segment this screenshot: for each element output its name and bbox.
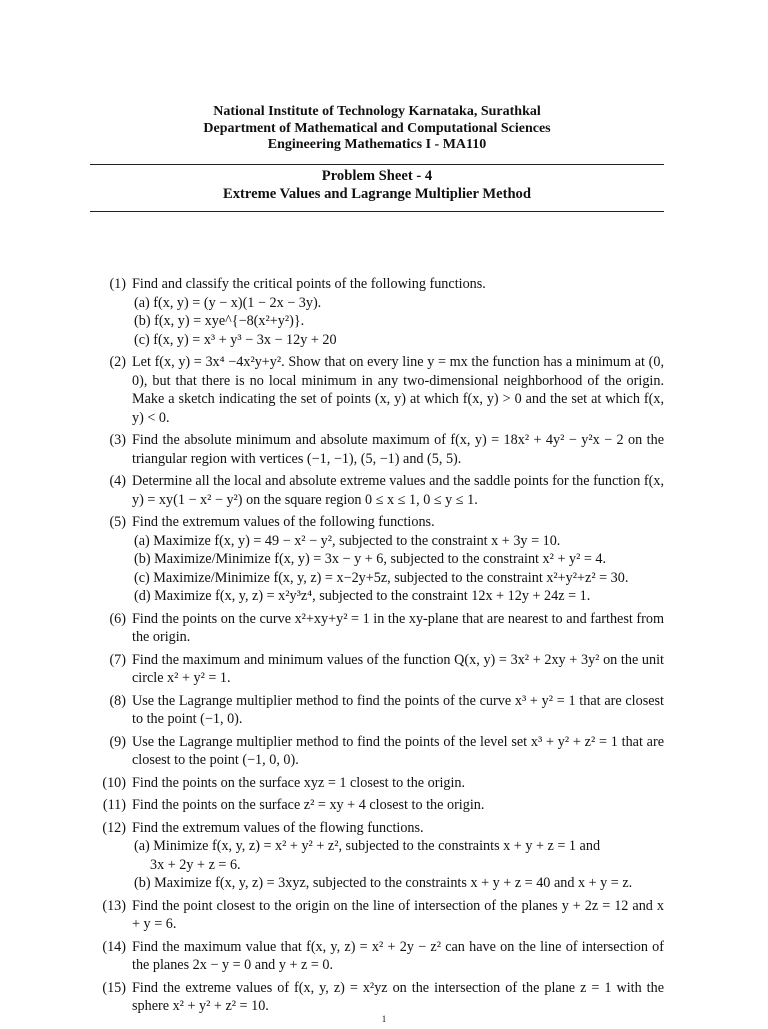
problem-text bbox=[132, 431, 664, 468]
problem-text bbox=[132, 819, 664, 893]
problem-number: (13) bbox=[102, 897, 126, 914]
problem-item bbox=[90, 897, 664, 934]
problem-item bbox=[90, 819, 664, 893]
problem-number: (11) bbox=[102, 797, 126, 813]
problem-statement: Find the points on the curve x²+xy+y² = 1 in the xy-plane that are nearest to and farthest from the origin. bbox=[132, 610, 664, 645]
course-name: Engineering Mathematics I - MA110 bbox=[267, 137, 487, 152]
problem-item bbox=[90, 472, 664, 509]
problem-part: (c) f(x, y) = x³ + y³ − 3x − 12y + 20 bbox=[134, 331, 337, 348]
problem-part: 3x + 2y + z = 6. bbox=[150, 856, 241, 873]
header bbox=[90, 104, 664, 154]
problem-part: (a) Minimize f(x, y, z) = x² + y² + z², subjected to the constraints x + y + z = 1 and bbox=[134, 838, 601, 854]
problem-statement: Find the point closest to the origin on the line of intersection of the planes y + 2z = 12 and x + y = 6. bbox=[132, 897, 664, 932]
problem-text bbox=[132, 513, 664, 606]
sheet-heading bbox=[90, 167, 664, 203]
problem-statement: Find the maximum value that f(x, y, z) = x² + 2y − z² can have on the line of intersection of the planes 2x − y = 0 and y + z = 0. bbox=[132, 938, 664, 973]
problem-statement: Find the points on the surface xyz = 1 closest to the origin. bbox=[132, 774, 466, 791]
problem-part: (a) f(x, y) = (y − x)(1 − 2x − 3y). bbox=[134, 294, 322, 311]
problem-item bbox=[90, 692, 664, 729]
problem-item bbox=[90, 275, 664, 349]
problem-statement: Find the absolute minimum and absolute maximum of f(x, y) = 18x² + 4y² − y²x − 2 on the triangular region with vertices (−1, −1), (5, −1) and (5, 5). bbox=[132, 432, 664, 467]
problem-text bbox=[132, 692, 664, 729]
problem-list bbox=[90, 275, 664, 1020]
problem-text bbox=[132, 610, 664, 647]
problem-item bbox=[90, 513, 664, 606]
problem-number: (1) bbox=[109, 276, 126, 292]
department-name: Department of Mathematical and Computational Sciences bbox=[203, 120, 551, 136]
problem-text bbox=[132, 275, 664, 349]
problem-statement: Let f(x, y) = 3x⁴ −4x²y+y². Show that on every line y = mx the function has a minimum at (0, 0), but that there is no local minimum in any two-dimensional neighborhood of the origin. Make a sketch indicating the set of points (x, y) at which f(x, y) > 0 and the set at which f(x, y) < 0. bbox=[132, 354, 664, 426]
problem-statement: Find and classify the critical points of the following functions. bbox=[132, 276, 486, 292]
problem-text bbox=[132, 938, 664, 975]
problem-item bbox=[90, 938, 664, 975]
sheet-title: Problem Sheet - 4 bbox=[321, 168, 433, 184]
problem-number: (2) bbox=[109, 354, 126, 370]
problem-statement: Find the extreme values of f(x, y, z) = x²yz on the intersection of the plane z = 1 with the sphere x² + y² + z² = 10. bbox=[132, 979, 664, 1014]
problem-part: (b) f(x, y) = xye^{−8(x²+y²)}. bbox=[134, 313, 305, 329]
problem-number: (15) bbox=[102, 979, 126, 996]
problem-part: (a) Maximize f(x, y) = 49 − x² − y², subjected to the constraint x + 3y = 10. bbox=[134, 532, 561, 549]
problem-item bbox=[90, 796, 664, 815]
problem-number: (9) bbox=[109, 733, 126, 750]
problem-statement: Find the points on the surface z² = xy + 4 closest to the origin. bbox=[132, 797, 485, 813]
problem-number: (4) bbox=[109, 473, 126, 489]
problem-text bbox=[132, 796, 664, 815]
problem-number: (6) bbox=[109, 610, 126, 627]
problem-number: (14) bbox=[102, 938, 126, 955]
problem-number: (10) bbox=[102, 774, 126, 791]
problem-number: (7) bbox=[109, 651, 126, 668]
problem-item bbox=[90, 610, 664, 647]
problem-number: (8) bbox=[109, 692, 126, 709]
problem-number: (3) bbox=[109, 432, 126, 448]
problem-statement: Find the maximum and minimum values of the function Q(x, y) = 3x² + 2xy + 3y² on the unit circle x² + y² = 1. bbox=[132, 651, 664, 686]
problem-text bbox=[132, 774, 664, 793]
top-rule bbox=[90, 164, 664, 165]
institute-name: National Institute of Technology Karnataka, Surathkal bbox=[213, 104, 541, 119]
problem-statement: Find the extremum values of the flowing functions. bbox=[132, 819, 424, 836]
problem-number: (5) bbox=[109, 514, 126, 530]
problem-statement: Determine all the local and absolute extreme values and the saddle points for the function f(x, y) = xy(1 − x² − y²) on the square region 0 ≤ x ≤ 1, 0 ≤ y ≤ 1. bbox=[132, 473, 664, 508]
problem-statement: Use the Lagrange multiplier method to find the points of the level set x³ + y² + z² = 1 that are closest to the point (−1, 0, 0). bbox=[132, 733, 664, 768]
problem-part: (c) Maximize/Minimize f(x, y, z) = x−2y+5z, subjected to the constraint x²+y²+z² = 30. bbox=[134, 569, 629, 586]
problem-part: (d) Maximize f(x, y, z) = x²y³z⁴, subjected to the constraint 12x + 12y + 24z = 1. bbox=[134, 588, 591, 604]
bottom-rule bbox=[90, 211, 664, 212]
problem-item bbox=[90, 733, 664, 770]
problem-statement: Use the Lagrange multiplier method to find the points of the curve x³ + y² = 1 that are closest to the point (−1, 0). bbox=[132, 692, 664, 727]
problem-item bbox=[90, 431, 664, 468]
problem-text bbox=[132, 353, 664, 427]
problem-item bbox=[90, 774, 664, 793]
problem-part: (b) Maximize/Minimize f(x, y) = 3x − y + 6, subjected to the constraint x² + y² = 4. bbox=[134, 551, 607, 567]
problem-number: (12) bbox=[102, 819, 126, 836]
page-number: 1 bbox=[381, 1014, 387, 1024]
problem-statement: Find the extremum values of the following functions. bbox=[132, 514, 435, 530]
problem-item bbox=[90, 353, 664, 427]
problem-text bbox=[132, 897, 664, 934]
problem-text bbox=[132, 651, 664, 688]
problem-text bbox=[132, 733, 664, 770]
problem-item bbox=[90, 651, 664, 688]
sheet-subtitle: Extreme Values and Lagrange Multiplier Method bbox=[223, 186, 531, 202]
problem-text bbox=[132, 472, 664, 509]
problem-part: (b) Maximize f(x, y, z) = 3xyz, subjected to the constraints x + y + z = 40 and x + y = z. bbox=[134, 875, 633, 891]
